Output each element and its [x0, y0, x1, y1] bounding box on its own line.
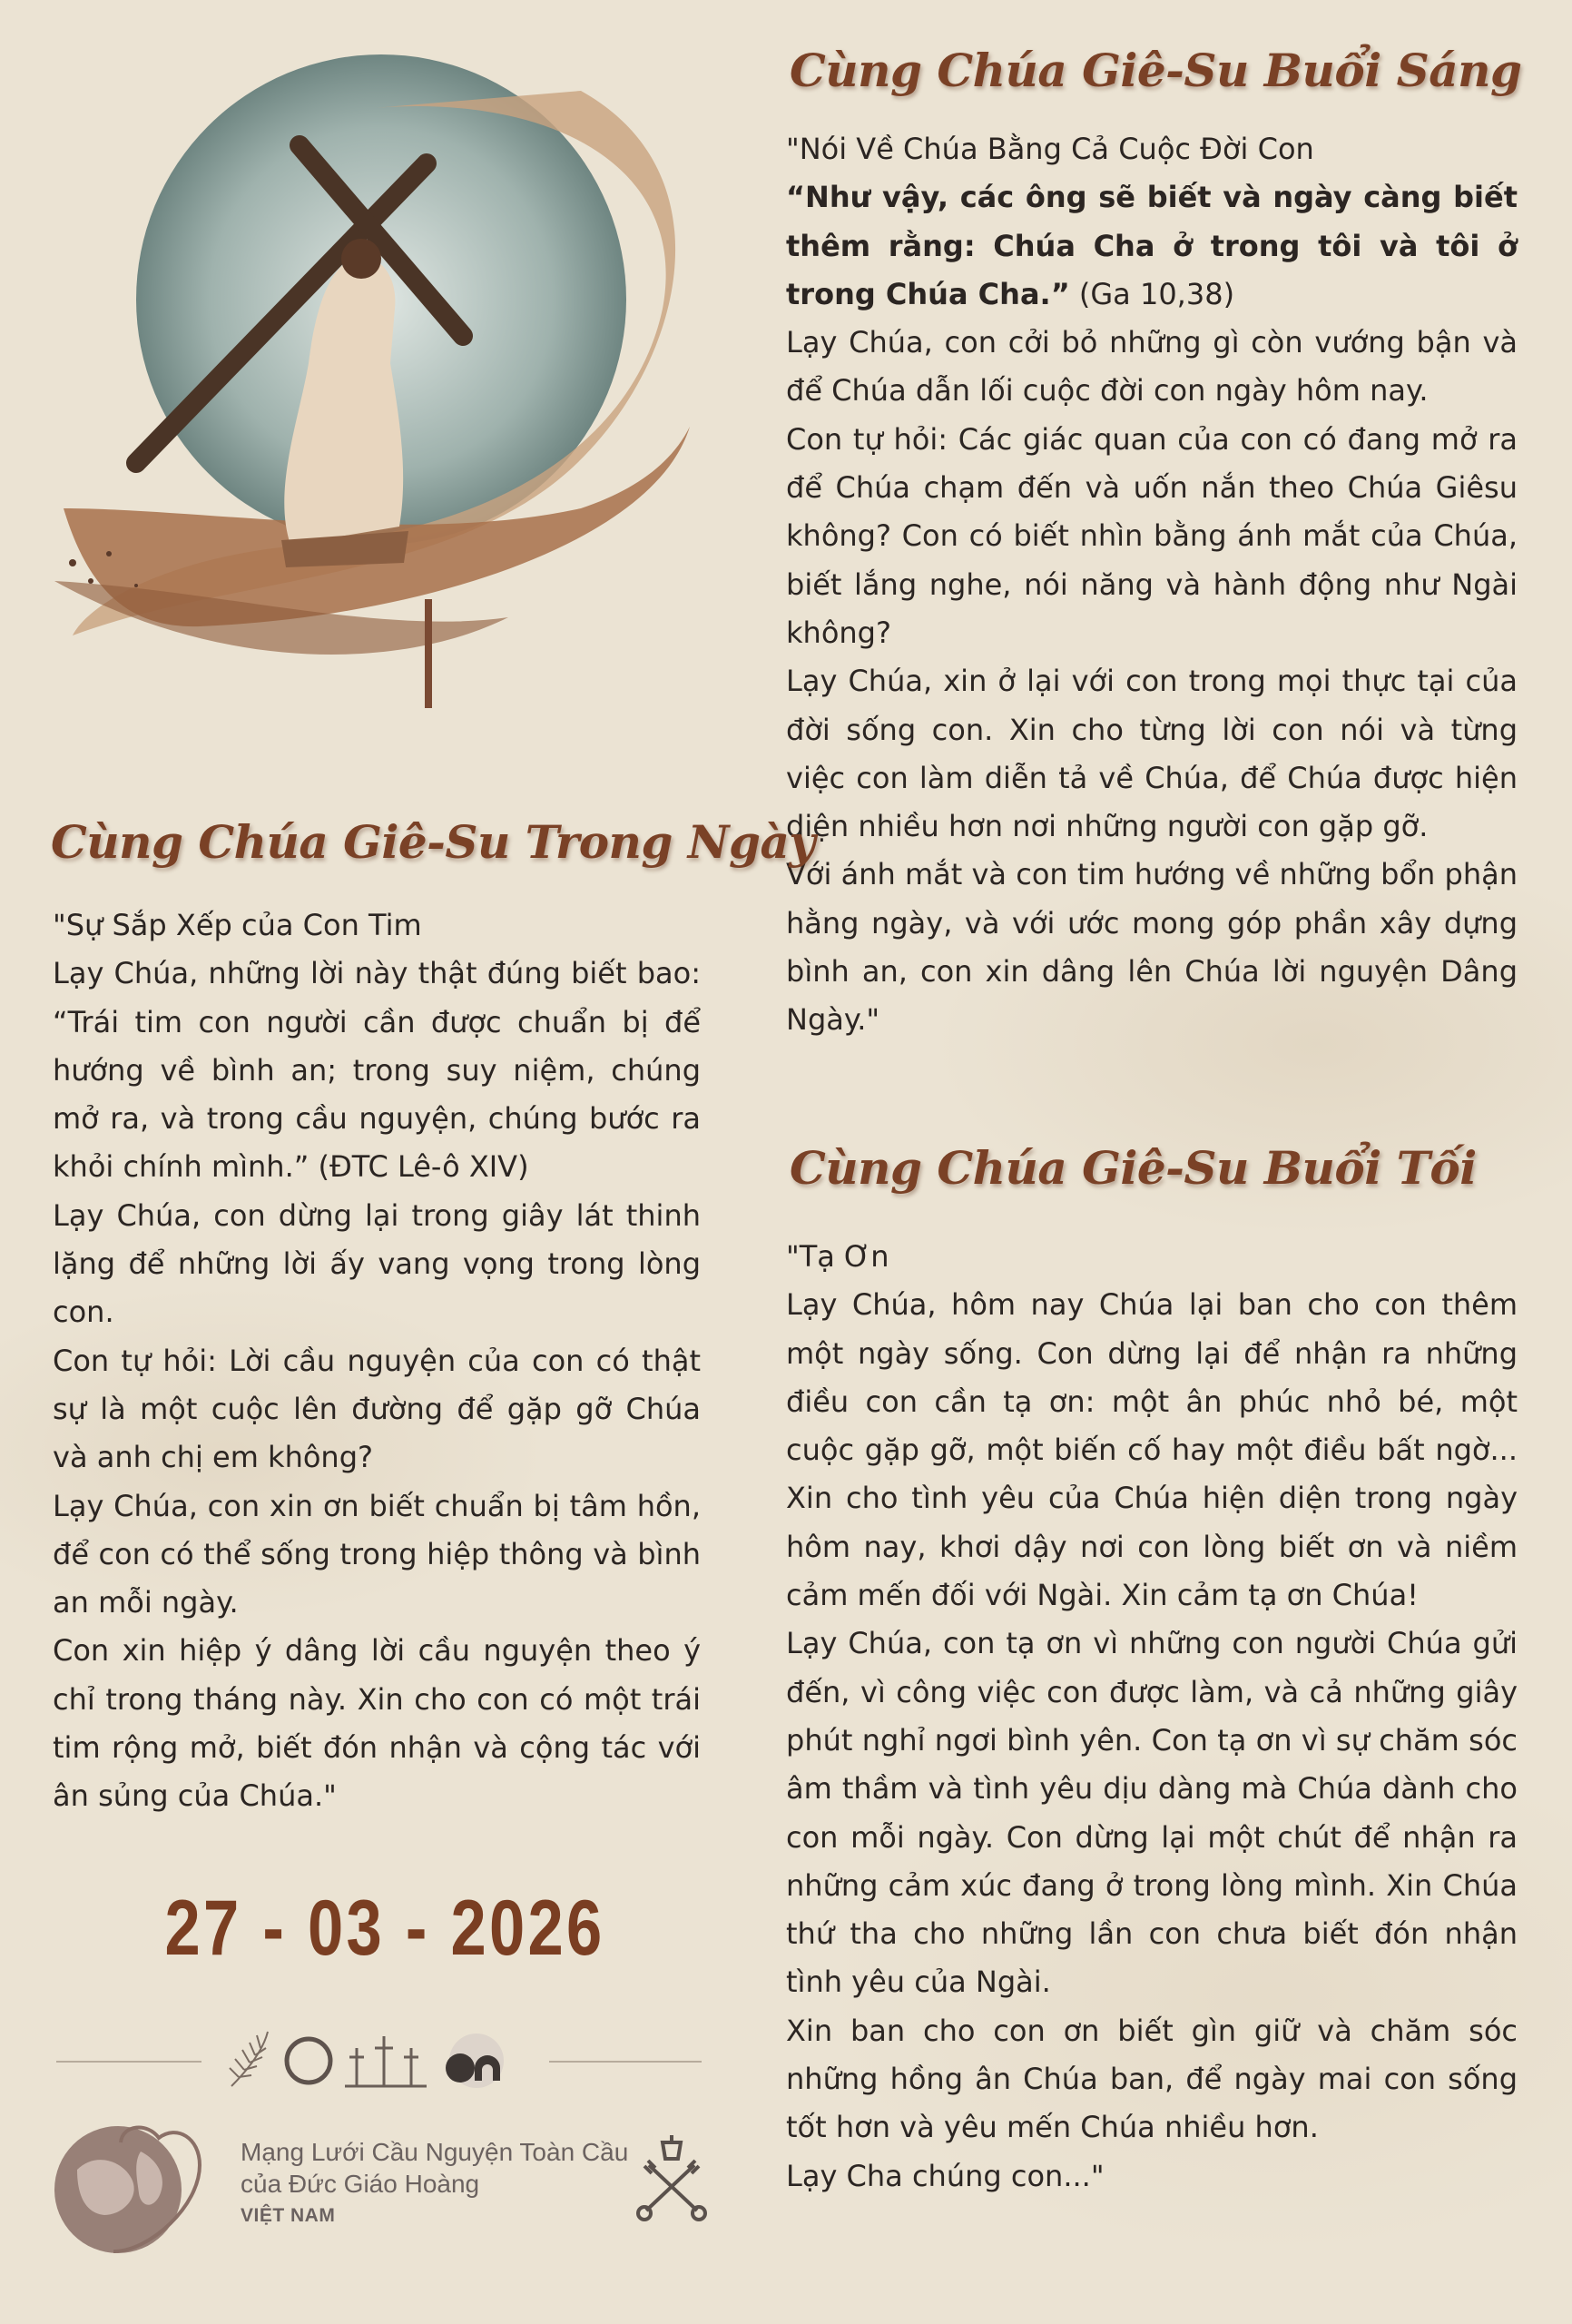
paragraph-text: (Ga 10,38): [1069, 276, 1235, 311]
paragraph-text: "Tạ Ơn: [786, 1239, 889, 1274]
paragraph: [786, 851, 1518, 1044]
three-crosses-icon: [345, 2036, 427, 2086]
morning-heading: Cùng Chúa Giê-Su Buổi Sáng: [790, 44, 1522, 97]
paragraph-text: Lạy Chúa, con xin ơn biết chuẩn bị tâm hồn, để con có thể sống trong hiệp thông và bình an mỗi ngày.: [53, 1488, 701, 1620]
paragraph-text: Lạy Chúa, những lời này thật đúng biết bao: “Trái tim con người cần được chuẩn bị để hướng về bình an; trong suy niệm, chúng mở ra, và trong cầu nguyện, chúng bước ra khỏi chính mình.” (ĐTC Lê-ô XIV): [53, 956, 701, 1185]
paragraph: [786, 173, 1518, 319]
day-text: [53, 901, 701, 1821]
paragraph: [786, 1281, 1518, 1620]
paragraph-text: Lạy Cha chúng con...": [786, 2158, 1105, 2193]
paragraph: [53, 950, 701, 1191]
evening-heading: Cùng Chúa Giê-Su Buổi Tối: [790, 1141, 1477, 1195]
paragraph-text: Lạy Chúa, con cởi bỏ những gì còn vướng bận và để Chúa dẫn lối cuộc đời con ngày hôm nay.: [786, 325, 1518, 409]
scripture-quote: “Như vậy, các ông sẽ biết và ngày càng biết thêm rằng: Chúa Cha ở trong tôi và tôi ở trong Chúa Cha.”: [786, 180, 1518, 311]
org-line-1: Mạng Lưới Cầu Nguyện Toàn Cầu: [241, 2138, 629, 2166]
sun-moon-icon: [446, 2034, 504, 2088]
organization-name: [241, 2136, 628, 2231]
divider-left: [56, 2061, 201, 2063]
evening-text: [786, 1233, 1518, 2201]
paragraph: [53, 1337, 701, 1482]
globe-heart-logo: [50, 2115, 213, 2260]
paragraph: [786, 319, 1518, 416]
palm-branch-icon: [230, 2032, 268, 2086]
date-label: 27 - 03 - 2026: [164, 1885, 605, 1972]
paragraph: [53, 1482, 701, 1628]
paragraph: [53, 1627, 701, 1820]
divider-right: [549, 2061, 702, 2063]
paragraph: [786, 1620, 1518, 2006]
hero-illustration: [36, 36, 726, 726]
paragraph-text: Con tự hỏi: Lời cầu nguyện của con có thật sự là một cuộc lên đường để gặp gỡ Chúa và anh chị em không?: [53, 1343, 701, 1475]
paragraph-text: Con tự hỏi: Các giác quan của con có đang mở ra để Chúa chạm đến và uốn nắn theo Chúa Giêsu không? Con có biết nhìn bằng ánh mắt của Chúa, biết lắng nghe, nói năng và hành động như Ngài không?: [786, 421, 1518, 650]
day-heading: Cùng Chúa Giê-Su Trong Ngày: [51, 815, 815, 869]
paragraph: [53, 901, 701, 950]
paragraph-text: "Sự Sắp Xếp của Con Tim: [53, 908, 422, 942]
paragraph-text: Xin ban cho con ơn biết gìn giữ và chăm sóc những hồng ân Chúa ban, để ngày mai con sống tốt hơn và yêu mến Chúa nhiều hơn.: [786, 2013, 1518, 2145]
paragraph-text: Lạy Chúa, con dừng lại trong giây lát thinh lặng để những lời ấy vang vọng trong lòng con.: [53, 1197, 701, 1330]
morning-text: [786, 125, 1518, 1045]
paragraph-text: Lạy Chúa, xin ở lại với con trong mọi thực tại của đời sống con. Xin cho từng lời con nói và từng việc con làm diễn tả về Chúa, để Chúa được hiện diện nhiều hơn nơi những người con gặp gỡ.: [786, 664, 1518, 844]
paragraph-text: Với ánh mắt và con tim hướng về những bổn phận hằng ngày, và với ước mong góp phần xây dựng bình an, con xin dâng lên Chúa lời nguyện Dâng Ngày.": [786, 857, 1518, 1038]
papal-keys-icon: [635, 2133, 708, 2224]
paragraph: [786, 657, 1518, 851]
symbol-icons: [222, 2023, 531, 2095]
paragraph: [786, 416, 1518, 657]
org-line-3: VIỆT NAM: [241, 2205, 336, 2226]
paragraph-text: Lạy Chúa, hôm nay Chúa lại ban cho con thêm một ngày sống. Con dừng lại để nhận ra những điều con cần tạ ơn: một ân phúc nhỏ bé, một cuộc gặp gỡ, một biến cố hay một điều bất ngờ... Xin cho tình yêu của Chúa hiện diện trong ngày hôm nay, khơi dậy nơi con lòng biết ơn và niềm cảm mến đối với Ngài. Xin cảm tạ ơn Chúa!: [786, 1287, 1518, 1613]
paragraph: [786, 2152, 1518, 2201]
paragraph: [786, 2007, 1518, 2152]
paragraph-text: "Nói Về Chúa Bằng Cả Cuộc Đời Con: [786, 132, 1314, 166]
org-line-2: của Đức Giáo Hoàng: [241, 2170, 480, 2198]
paragraph-text: Con xin hiệp ý dâng lời cầu nguyện theo ý chỉ trong tháng này. Xin cho con có một trái tim rộng mở, biết đón nhận và cộng tác với ân sủng của Chúa.": [53, 1633, 701, 1814]
crown-of-thorns-icon: [287, 2039, 330, 2083]
paragraph: [53, 1192, 701, 1337]
paragraph-text: Lạy Chúa, con tạ ơn vì những con người Chúa gửi đến, vì công việc con được làm, và cả những giây phút nghỉ ngơi bình yên. Con tạ ơn vì sự chăm sóc âm thầm và tình yêu dịu dàng mà Chúa dành cho con mỗi ngày. Con dừng lại một chút để nhận ra những cảm xúc đang ở trong lòng mình. Xin Chúa thứ tha cho những lần con chưa biết đón nhận tình yêu của Ngài.: [786, 1626, 1518, 2000]
paragraph: [786, 125, 1518, 173]
paragraph: [786, 1233, 1518, 1281]
